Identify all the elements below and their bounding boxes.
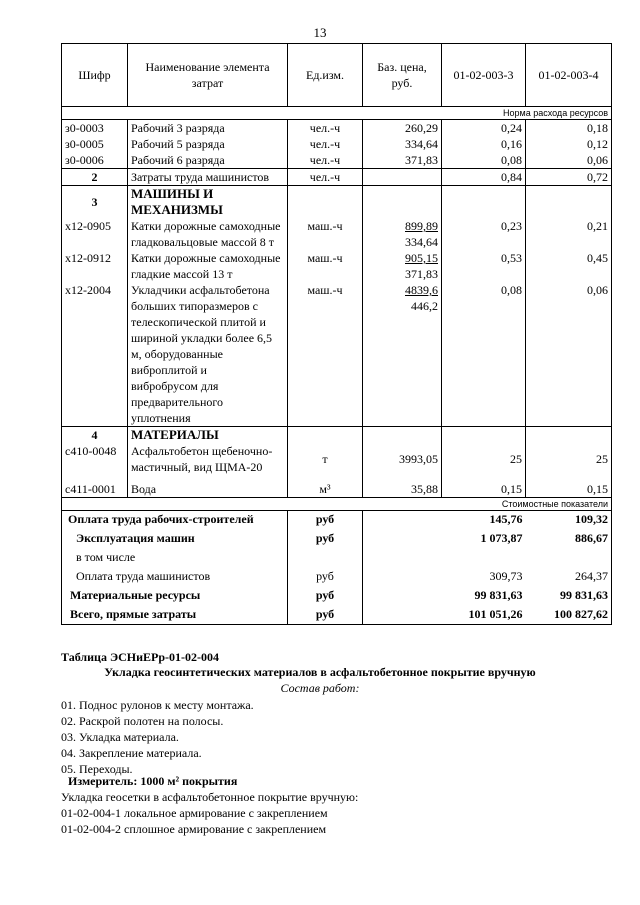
summary-label: в том числе: [62, 549, 288, 568]
summary-value-col4: 886,67: [526, 530, 612, 549]
description-line: Укладка геосетки в асфальтобетонное покрытие вручную:: [61, 790, 359, 804]
row-code: з0-0006: [62, 152, 128, 169]
summary-value-col4: 264,37: [526, 568, 612, 587]
header-name: Наименование элемента затрат: [128, 44, 288, 107]
summary-unit: руб: [288, 587, 363, 606]
summary-label: Эксплуатация машин: [62, 530, 288, 549]
work-item: 05. Переходы.: [61, 762, 133, 776]
labor-row: [62, 136, 612, 152]
summary-unit: руб: [288, 606, 363, 625]
row-value-col4: 0,45: [526, 250, 612, 282]
row-price: 371,83: [363, 152, 442, 169]
summary-row: [62, 530, 612, 549]
item-line: 01-02-004-1 локальное армирование с закреплением: [61, 806, 328, 820]
summary-value-col4: 100 827,62: [526, 606, 612, 625]
summary-value-col3: 309,73: [489, 568, 523, 583]
row-name: Рабочий 3 разряда: [128, 120, 288, 137]
summary-row: [62, 511, 612, 530]
item-line: 01-02-004-2 сплошное армирование с закреплением: [61, 822, 327, 836]
row-price: 260,29: [363, 120, 442, 137]
material-row: [62, 475, 612, 498]
row-price: 3993,05: [363, 443, 442, 475]
summary-value-col4: 109,32: [526, 511, 612, 530]
row-value-col3: 0,53: [442, 250, 526, 282]
summary-row: [62, 568, 612, 587]
resource-table: [61, 43, 612, 625]
band-norma-label: Норма расхода ресурсов: [62, 107, 612, 120]
row-value-col3: 0,84: [442, 169, 526, 186]
header-unit: Ед.изм.: [288, 44, 363, 107]
row-value-col4: 0,15: [526, 475, 612, 498]
row-unit: т: [288, 443, 363, 475]
row-price: [363, 169, 442, 186]
row-unit: маш.-ч: [288, 218, 363, 250]
row-unit: м³: [288, 475, 363, 498]
section-title: МАШИНЫ И МЕХАНИЗМЫ: [128, 186, 288, 219]
row-price: [363, 186, 442, 219]
row-code: с411-0001: [62, 475, 128, 498]
row-unit: маш.-ч: [288, 282, 363, 427]
summary-row: [62, 587, 612, 606]
row-value-col3: 0,15: [442, 475, 526, 498]
row-value-col4: [526, 186, 612, 219]
row-value-col4: 0,06: [526, 282, 612, 427]
row-value-col4: 0,72: [526, 169, 612, 186]
row-unit: чел.-ч: [288, 169, 363, 186]
machine-row: [62, 250, 612, 282]
meter-line: Измеритель: 1000 м² покрытия: [68, 774, 238, 788]
row-name: Катки дорожные самоходные гладкие массой 13 т: [128, 250, 288, 282]
summary-value-col3: 1 073,87: [480, 530, 523, 545]
work-item: 04. Закрепление материала.: [61, 746, 202, 760]
row-value-col3: 0,08: [442, 282, 526, 427]
summary-value-col3: 101 051,26: [442, 606, 526, 625]
row-name: Укладчики асфальтобетона больших типоразмеров с телескопической плитой и шириной укладки более 6,5 м, оборудованные виброплитой и вибробрусом для предварительного уплотнения: [128, 282, 288, 427]
header-col3: 01-02-003-3: [442, 44, 526, 107]
summary-spacer: [363, 587, 442, 606]
summary-spacer: [363, 606, 442, 625]
work-item: 03. Укладка материала.: [61, 730, 179, 744]
band-cost: [62, 498, 612, 511]
summary-label: Всего, прямые затраты: [62, 606, 288, 625]
row-value-col3: 0,08: [442, 152, 526, 169]
row-unit: чел.-ч: [288, 136, 363, 152]
material-row: [62, 443, 612, 475]
row-name: Вода: [128, 475, 288, 498]
section-code: 4: [62, 427, 128, 444]
row-name: Асфальтобетон щебеночно- мастичный, вид ЩМА-20: [128, 443, 288, 475]
summary-spacer: [363, 511, 442, 530]
section-code: 3: [62, 186, 128, 219]
page-number: 13: [313, 25, 327, 40]
summary-value-col3: [442, 549, 526, 568]
work-item: 02. Раскрой полотен на полосы.: [61, 714, 224, 728]
row-unit: чел.-ч: [288, 120, 363, 137]
row-value-col3: [442, 186, 526, 219]
row-name: Рабочий 5 разряда: [128, 136, 288, 152]
row-unit: [288, 427, 363, 444]
row-value-col3: [442, 427, 526, 444]
row-price: 35,88: [363, 475, 442, 498]
row-price: [363, 427, 442, 444]
summary-unit: руб: [288, 530, 363, 549]
table-title: Таблица ЭСНиЕРр-01-02-004: [61, 650, 220, 664]
machine-row: [62, 282, 612, 427]
row-code: с410-0048: [62, 443, 128, 475]
row-name: Рабочий 6 разряда: [128, 152, 288, 169]
section-code: 2: [62, 169, 128, 186]
section-title: МАТЕРИАЛЫ: [128, 427, 288, 444]
row-price: 4839,6 446,2: [363, 282, 442, 427]
summary-value-col3: 99 831,63: [474, 587, 523, 602]
summary-unit: [288, 549, 363, 568]
row-price: 905,15 371,83: [363, 250, 442, 282]
summary-spacer: [363, 530, 442, 549]
row-code: з0-0005: [62, 136, 128, 152]
items-list: [61, 805, 328, 837]
machine-row: [62, 218, 612, 250]
row-value-col3: 0,24: [442, 120, 526, 137]
row-value-col3: 0,16: [442, 136, 526, 152]
section-4-header: [62, 427, 612, 444]
row-value-col4: 0,06: [526, 152, 612, 169]
summary-unit: руб: [288, 511, 363, 530]
summary-value-col4: [526, 549, 612, 568]
row-unit: [288, 186, 363, 219]
row-unit: чел.-ч: [288, 152, 363, 169]
row-value-col3: 25: [442, 443, 526, 475]
band-cost-label: Стоимостные показатели: [62, 498, 612, 511]
row-unit: маш.-ч: [288, 250, 363, 282]
summary-label: Материальные ресурсы: [62, 587, 288, 606]
row-value-col4: 0,18: [526, 120, 612, 137]
summary-unit: руб: [288, 568, 363, 587]
section-name: Затраты труда машинистов: [128, 169, 288, 186]
row-value-col3: 0,23: [442, 218, 526, 250]
section-2-row: [62, 169, 612, 186]
summary-label: Оплата труда рабочих-строителей: [62, 511, 288, 530]
row-value-col4: 0,12: [526, 136, 612, 152]
row-code: х12-2004: [62, 282, 128, 427]
table-header-row: [62, 44, 612, 107]
row-price: 334,64: [363, 136, 442, 152]
section-title: Укладка геосинтетических материалов в асфальтобетонное покрытие вручную: [104, 665, 536, 679]
works-list: [61, 697, 254, 777]
band-norma: [62, 107, 612, 120]
summary-row: [62, 549, 612, 568]
summary-spacer: [363, 549, 442, 568]
work-item: 01. Поднос рулонов к месту монтажа.: [61, 698, 254, 712]
row-code: х12-0912: [62, 250, 128, 282]
header-code: Шифр: [62, 44, 128, 107]
summary-row: [62, 606, 612, 625]
summary-value-col3: 145,76: [489, 512, 523, 526]
row-price: 899,89 334,64: [363, 218, 442, 250]
row-code: з0-0003: [62, 120, 128, 137]
row-value-col4: [526, 427, 612, 444]
summary-value-col4: 99 831,63: [526, 587, 612, 606]
header-price: Баз. цена, руб.: [363, 44, 442, 107]
summary-spacer: [363, 568, 442, 587]
row-code: х12-0905: [62, 218, 128, 250]
labor-row: [62, 152, 612, 169]
row-value-col4: 0,21: [526, 218, 612, 250]
row-name: Катки дорожные самоходные гладковальцовые массой 8 т: [128, 218, 288, 250]
labor-row: [62, 120, 612, 137]
header-col4: 01-02-003-4: [526, 44, 612, 107]
summary-label: Оплата труда машинистов: [62, 568, 288, 587]
row-value-col4: 25: [526, 443, 612, 475]
works-title: Состав работ:: [280, 681, 360, 695]
section-3-header: [62, 186, 612, 219]
